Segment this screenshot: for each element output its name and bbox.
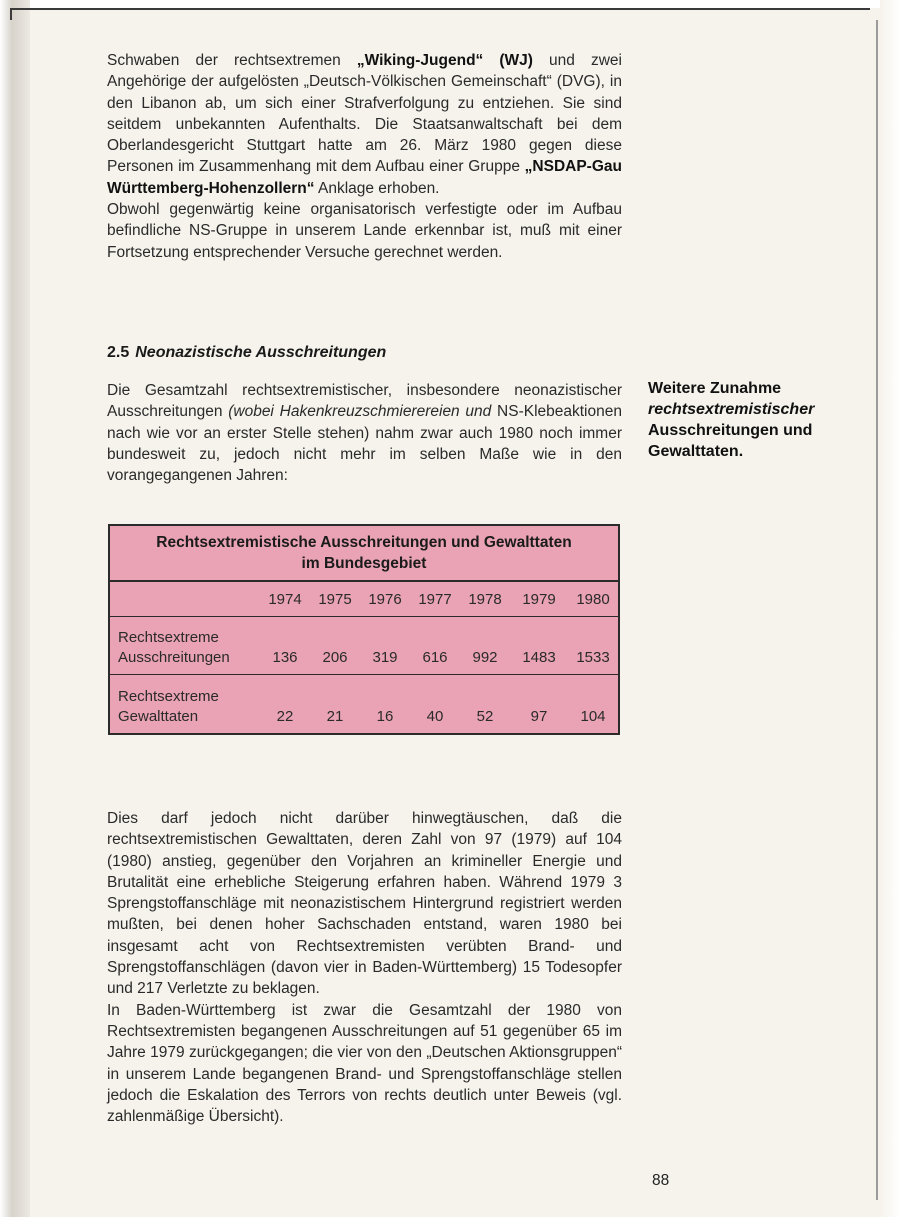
lower-paragraph [107, 808, 622, 1127]
table-cell: 1533 [576, 649, 610, 666]
table-cell: 319 [372, 649, 398, 666]
table-header-year: 1980 [576, 590, 610, 608]
table-cell: 16 [376, 708, 394, 725]
row-label-line: Rechtsextreme [118, 688, 219, 705]
page-right-edge [880, 0, 900, 1217]
statistics-table [108, 524, 620, 735]
section-title: Neonazistische Ausschreitungen [135, 344, 387, 361]
text-run: Die Gesamtzahl rechtsextremistischer, insbesondere neonazistischer Ausschreitungen [107, 382, 622, 421]
table-row [110, 617, 618, 675]
table-cell: 52 [476, 708, 494, 725]
row-label-line: Gewalttaten [118, 708, 199, 725]
row-label-line: Rechtsextreme [118, 629, 219, 646]
text-run: und zwei Angehörige der aufgelösten „Deutsch-Völkischen Gemeinschaft“ (DVG), in den Libanon ab, um sich einer Strafverfolgung zu entziehen. Sie sind seitdem unbekannten Aufenthalts. Die Staatsanwaltschaft bei dem Oberlandesgericht Stuttgart hatte am 26. März 1980 gegen diese Personen im Zusammenhang mit dem Aufbau einer Gruppe [107, 52, 622, 176]
table-cell: 104 [580, 708, 606, 725]
italic-text-run: (wobei Hakenkreuzschmierereien und [228, 403, 492, 421]
corner-mark [10, 8, 12, 20]
lower-paragraph-first: Dies darf jedoch nicht darüber hinwegtäuschen, daß die rechtsextremistischen Gewalttaten, deren Zahl von 97 (1979) auf 104 (1980) anstieg, gegenüber den Vorjahren an krimineller Energie und Brutalität eine erhebliche Steigerung erfahren haben. Während 1979 3 Sprengstoffanschläge mit neonazistischem Hintergrund registriert werden mußten, bei denen hoher Sachschaden entstand, waren 1980 bei insgesamt acht von Rechtsextremisten verübten Brand- und Sprengstoffanschlägen (davon vier in Baden-Württemberg) 15 Todesopfer und 217 Verletzte zu beklagen. [107, 810, 622, 998]
section-number: 2.5 [107, 344, 130, 361]
margin-note-line: Ausschreitungen und [648, 422, 813, 439]
table-header-year: 1979 [522, 590, 556, 608]
row-label [110, 628, 260, 668]
table-title [110, 526, 618, 582]
table-cell: 992 [472, 649, 498, 666]
text-run: NS-Klebeaktionen nach wie vor an erster Stelle stehen) nahm zwar auch 1980 noch immer bundesweit zu, jedoch nicht mehr im selben Maße wie in den vorangegangenen Jahren: [107, 403, 622, 485]
page-gutter-shadow [0, 0, 30, 1217]
table-row [110, 675, 618, 733]
top-paragraph-first [107, 50, 622, 199]
table-header-year: 1978 [468, 590, 502, 608]
table-header-year: 1976 [368, 590, 402, 608]
table-cell: 97 [530, 708, 548, 725]
table-header-year: 1977 [418, 590, 452, 608]
top-border-line [10, 8, 870, 10]
table-title-line: Rechtsextremistische Ausschreitungen und Gewalttaten [156, 534, 572, 551]
section-heading [107, 344, 386, 362]
text-run: Schwaben der rechtsextremen [107, 52, 357, 69]
bold-term-wiking-jugend: „Wiking-Jugend“ (WJ) [356, 52, 533, 69]
lower-paragraph-second: In Baden-Württemberg ist zwar die Gesamtzahl der 1980 von Rechtsextremisten begangenen Ausschreitungen auf 51 gegenüber 65 im Jahre 1979 zurückgegangen; die vier von den „Deutschen Aktionsgruppen“ in unserem Lande begangenen Brand- und Sprengstoffanschläge stellen jedoch die Eskalation des Terrors von rechts deutlich unter Beweis (vgl. zahlenmäßige Übersicht). [107, 1001, 622, 1126]
text-run: Anklage erhoben. [314, 179, 440, 197]
top-paragraph [107, 50, 622, 263]
table-cell: 22 [276, 708, 294, 725]
row-label-line: Ausschreitungen [118, 649, 230, 666]
margin-note-line: Weitere Zunahme [648, 380, 782, 397]
table-cell: 136 [272, 649, 298, 666]
table-cell: 21 [326, 708, 344, 725]
table-header-year: 1974 [268, 590, 302, 608]
table-cell: 40 [426, 708, 444, 725]
table-title-line: im Bundesgebiet [301, 555, 427, 572]
table-header-row [110, 582, 618, 617]
margin-note-line: rechtsextremistischer [648, 401, 815, 418]
table-header-year: 1975 [318, 590, 352, 608]
table-cell: 206 [322, 649, 348, 666]
bold-term-nsdap-gau: „NSDAP-Gau Württemberg-Hohenzollern“ [107, 158, 622, 197]
table-cell: 616 [422, 649, 448, 666]
page-number: 88 [652, 1172, 670, 1189]
margin-note [648, 378, 848, 462]
top-paragraph-second: Obwohl gegenwärtig keine organisatorisch verfestigte oder im Aufbau befindliche NS-Gruppe in unserem Lande erkennbar ist, muß mit einer Fortsetzung entsprechender Versuche gerechnet werden. [107, 201, 622, 261]
row-label [110, 687, 260, 727]
table-cell: 1483 [522, 649, 556, 666]
right-border-line [876, 20, 878, 1200]
margin-note-line: Gewalttaten. [648, 443, 744, 460]
section-intro-paragraph [107, 380, 622, 486]
